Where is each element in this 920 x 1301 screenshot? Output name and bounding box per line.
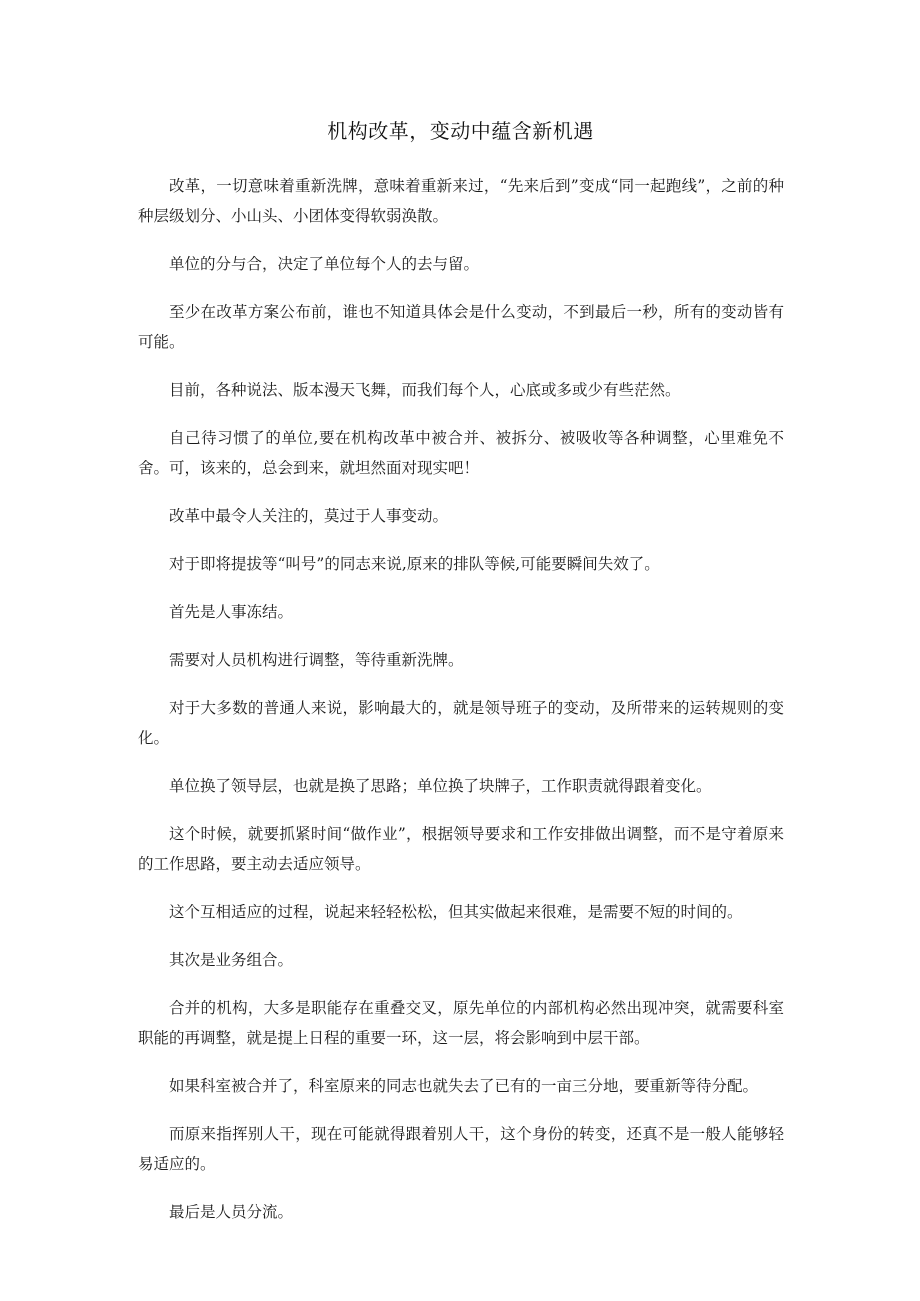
- paragraph: 其次是业务组合。: [169, 951, 294, 969]
- paragraph: 改革中最令人关注的，莫过于人事变动。: [169, 507, 449, 525]
- paragraph: 改革，一切意味着重新洗牌，意味着重新来过，“先来后到”变成“同一起跑线”，之前的种种层级划分、小山头、小团体变得软弱涣散。: [138, 177, 784, 225]
- paragraph: 如果科室被合并了，科室原来的同志也就失去了已有的一亩三分地，要重新等待分配。: [169, 1077, 759, 1095]
- document-body: [138, 171, 784, 1245]
- paragraph: 首先是人事冻结。: [169, 603, 294, 621]
- paragraph: 单位换了领导层，也就是换了思路；单位换了块牌子，工作职责就得跟着变化。: [169, 777, 712, 795]
- document-title: 机构改革，变动中蕴含新机遇: [327, 119, 594, 143]
- paragraph: 单位的分与合，决定了单位每个人的去与留。: [169, 255, 480, 273]
- paragraph: 目前，各种说法、版本漫天飞舞，而我们每个人，心底或多或少有些茫然。: [169, 381, 681, 399]
- paragraph: 对于大多数的普通人来说，影响最大的，就是领导班子的变动，及所带来的运转规则的变化。: [138, 699, 784, 747]
- paragraph: 自己待习惯了的单位,要在机构改革中被合并、被拆分、被吸收等各种调整，心里难免不舍。可，该来的，总会到来，就坦然面对现实吧！: [138, 429, 784, 477]
- paragraph: 而原来指挥别人干，现在可能就得跟着别人干，这个身份的转变，还真不是一般人能够轻易适应的。: [138, 1125, 784, 1173]
- paragraph: 需要对人员机构进行调整，等待重新洗牌。: [169, 651, 464, 669]
- paragraph: 这个互相适应的过程，说起来轻轻松松，但其实做起来很难，是需要不短的时间的。: [169, 903, 743, 921]
- paragraph: 对于即将提拔等“叫号”的同志来说,原来的排队等候,可能要瞬间失效了。: [169, 555, 660, 573]
- paragraph: 合并的机构，大多是职能存在重叠交叉，原先单位的内部机构必然出现冲突，就需要科室职能的再调整，就是提上日程的重要一环，这一层，将会影响到中层干部。: [138, 999, 784, 1047]
- paragraph: 至少在改革方案公布前，谁也不知道具体会是什么变动，不到最后一秒，所有的变动皆有可能。: [138, 303, 784, 351]
- paragraph: 最后是人员分流。: [169, 1203, 294, 1221]
- paragraph: 这个时候，就要抓紧时间“做作业”，根据领导要求和工作安排做出调整，而不是守着原来的工作思路，要主动去适应领导。: [138, 825, 784, 873]
